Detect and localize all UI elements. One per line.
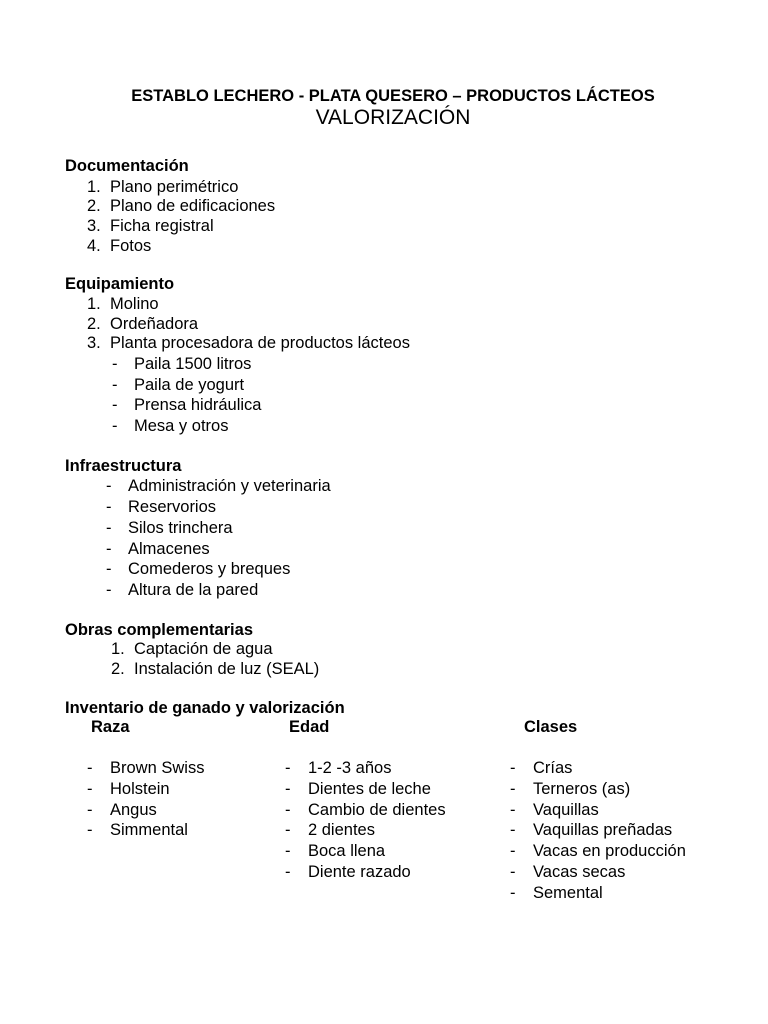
list-dash: - (106, 581, 112, 599)
list-number: 1. (87, 178, 101, 196)
list-number: 2. (87, 315, 101, 333)
list-dash: - (112, 355, 118, 373)
list-dash: - (87, 821, 93, 839)
list-dash: - (87, 780, 93, 798)
sub-list-item: Paila 1500 litros (134, 355, 252, 373)
document-title: ESTABLO LECHERO - PLATA QUESERO – PRODUCTOS LÁCTEOS (131, 87, 655, 105)
list-item: Fotos (110, 237, 152, 255)
list-item: Molino (110, 295, 159, 313)
clases-item: Vacas en producción (533, 842, 686, 860)
list-number: 3. (87, 217, 101, 235)
list-dash: - (106, 477, 112, 495)
list-dash: - (510, 884, 516, 902)
list-dash: - (106, 560, 112, 578)
list-dash: - (87, 801, 93, 819)
clases-item: Vacas secas (533, 863, 626, 881)
sub-list-item: Paila de yogurt (134, 376, 245, 394)
list-dash: - (510, 780, 516, 798)
list-dash: - (510, 863, 516, 881)
list-number: 4. (87, 237, 101, 255)
section-heading-documentacion: Documentación (65, 157, 189, 175)
list-item: Ficha registral (110, 217, 214, 235)
list-dash: - (285, 801, 291, 819)
list-number: 1. (111, 640, 125, 658)
list-dash: - (510, 842, 516, 860)
edad-item: 1-2 -3 años (308, 759, 392, 777)
sub-list-item: Mesa y otros (134, 417, 229, 435)
section-heading-obras: Obras complementarias (65, 621, 253, 639)
clases-item: Vaquillas (533, 801, 599, 819)
list-dash: - (285, 842, 291, 860)
list-number: 2. (87, 197, 101, 215)
column-heading-clases: Clases (524, 718, 578, 736)
list-item: Silos trinchera (128, 519, 233, 537)
list-dash: - (112, 396, 118, 414)
list-item: Planta procesadora de productos lácteos (110, 334, 410, 352)
list-dash: - (510, 759, 516, 777)
list-dash: - (112, 417, 118, 435)
list-item: Almacenes (128, 540, 210, 558)
list-number: 2. (111, 660, 125, 678)
list-dash: - (285, 780, 291, 798)
list-dash: - (106, 498, 112, 516)
list-item: Administración y veterinaria (128, 477, 331, 495)
clases-item: Terneros (as) (533, 780, 631, 798)
section-heading-infraestructura: Infraestructura (65, 457, 182, 475)
section-heading-equipamiento: Equipamiento (65, 275, 175, 293)
list-number: 3. (87, 334, 101, 352)
list-dash: - (106, 540, 112, 558)
raza-item: Simmental (110, 821, 188, 839)
list-dash: - (106, 519, 112, 537)
clases-item: Vaquillas preñadas (533, 821, 673, 839)
raza-item: Angus (110, 801, 157, 819)
list-item: Comederos y breques (128, 560, 291, 578)
list-dash: - (285, 821, 291, 839)
list-item: Ordeñadora (110, 315, 199, 333)
raza-item: Brown Swiss (110, 759, 205, 777)
column-heading-raza: Raza (91, 718, 130, 736)
list-dash: - (87, 759, 93, 777)
section-heading-inventario: Inventario de ganado y valorización (65, 699, 345, 717)
list-dash: - (285, 863, 291, 881)
sub-list-item: Prensa hidráulica (134, 396, 262, 414)
document-subtitle: VALORIZACIÓN (315, 106, 471, 129)
list-dash: - (510, 821, 516, 839)
list-dash: - (285, 759, 291, 777)
edad-item: Diente razado (308, 863, 411, 881)
list-item: Plano de edificaciones (110, 197, 276, 215)
edad-item: 2 dientes (308, 821, 375, 839)
clases-item: Crías (533, 759, 573, 777)
list-dash: - (510, 801, 516, 819)
edad-item: Boca llena (308, 842, 386, 860)
list-item: Reservorios (128, 498, 217, 516)
list-item: Plano perimétrico (110, 178, 239, 196)
edad-item: Dientes de leche (308, 780, 431, 798)
list-item: Captación de agua (134, 640, 273, 658)
list-item: Instalación de luz (SEAL) (134, 660, 320, 678)
column-heading-edad: Edad (289, 718, 330, 736)
clases-item: Semental (533, 884, 603, 902)
raza-item: Holstein (110, 780, 170, 798)
list-item: Altura de la pared (128, 581, 259, 599)
list-number: 1. (87, 295, 101, 313)
list-dash: - (112, 376, 118, 394)
edad-item: Cambio de dientes (308, 801, 446, 819)
